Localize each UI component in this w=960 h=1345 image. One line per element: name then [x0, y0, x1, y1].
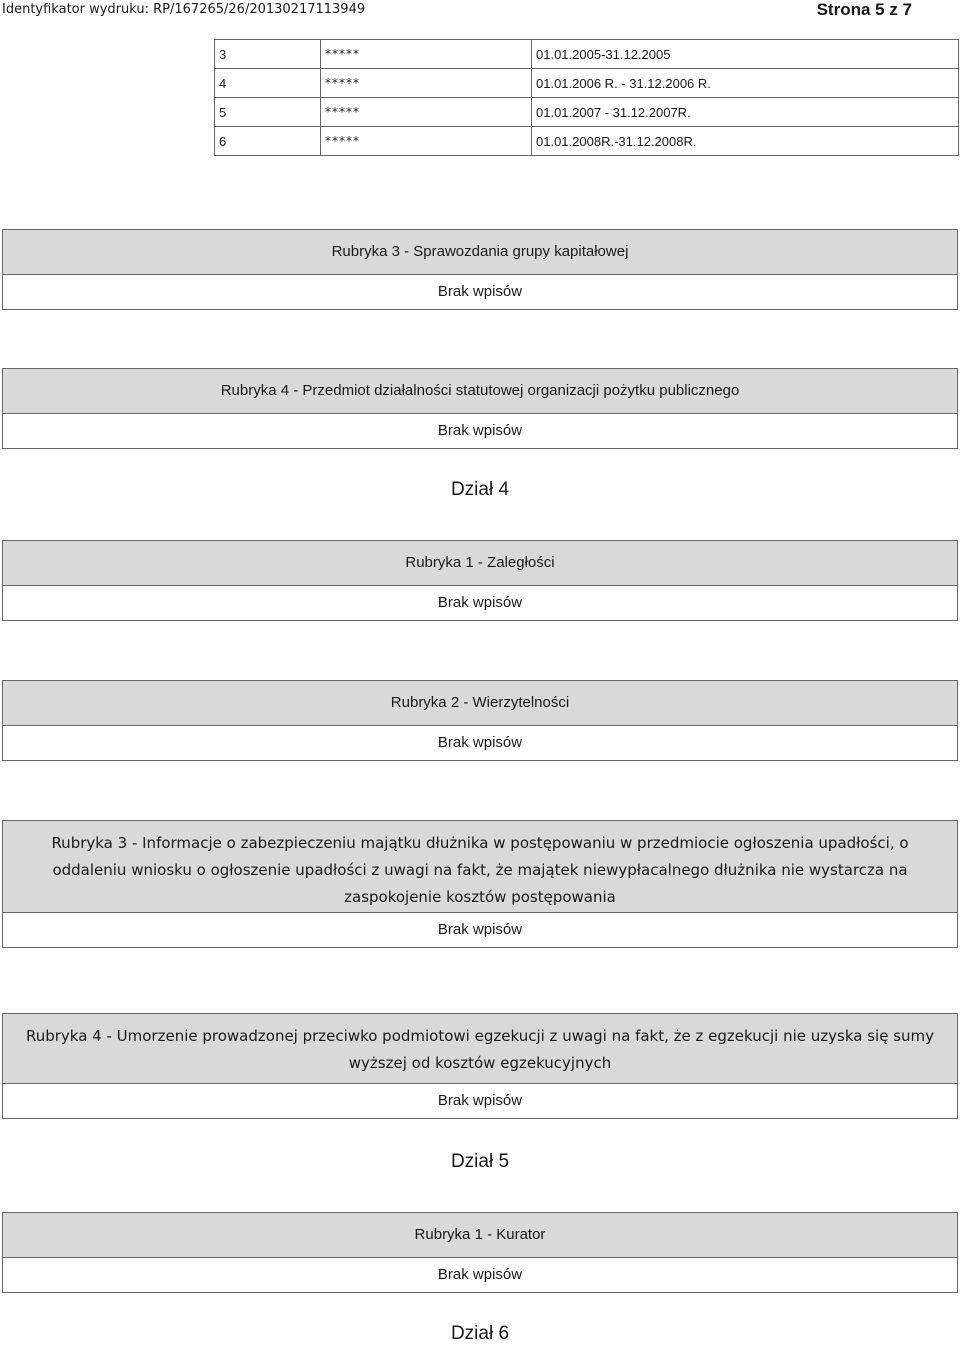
period-number: 3: [215, 40, 321, 69]
print-identifier: Identyfikator wydruku: RP/167265/26/20130217113949: [2, 2, 366, 17]
period-masked-value: *****: [321, 127, 532, 156]
section-body: Brak wpisów: [437, 734, 523, 751]
table-row: [215, 98, 959, 127]
period-range: 01.01.2007 - 31.12.2007R.: [532, 98, 959, 127]
section-rubryka-3-informacje: [2, 820, 958, 948]
table-row: [215, 40, 959, 69]
dzial-heading: Dział 5: [450, 1151, 510, 1172]
section-rubryka-3-sprawozdania: [2, 229, 958, 310]
period-number: 5: [215, 98, 321, 127]
section-rubryka-1-kurator: [2, 1212, 958, 1293]
section-body: Brak wpisów: [437, 1092, 523, 1109]
period-masked-value: *****: [321, 40, 532, 69]
table-row: [215, 69, 959, 98]
section-rubryka-2-wierzytelnosci: [2, 680, 958, 761]
table-row: [215, 127, 959, 156]
section-body: Brak wpisów: [437, 422, 523, 439]
period-range: 01.01.2008R.-31.12.2008R.: [532, 127, 959, 156]
period-masked-value: *****: [321, 98, 532, 127]
period-range: 01.01.2005-31.12.2005: [532, 40, 959, 69]
page-number: Strona 5 z 7: [816, 0, 912, 19]
section-title: Rubryka 3 - Informacje o zabezpieczeniu majątku dłużnika w postępowaniu w przedmiocie ogłoszenia upadłości, o oddaleniu wniosku o ogłoszenie upadłości z uwagi na fakt, że majątek niewypłacalnego dłużnika nie wystarcza na zaspokojenie kosztów postępowania: [3, 821, 957, 913]
section-rubryka-4-przedmiot: [2, 368, 958, 449]
section-body: Brak wpisów: [437, 283, 523, 300]
section-title: Rubryka 1 - Zaległości: [3, 541, 957, 586]
section-title: Rubryka 1 - Kurator: [3, 1213, 957, 1258]
dzial-heading: Dział 6: [450, 1323, 510, 1344]
section-title: Rubryka 4 - Umorzenie prowadzonej przeciwko podmiotowi egzekucji z uwagi na fakt, że z egzekucji nie uzyska się sumy wyższej od kosztów egzekucyjnych: [3, 1014, 957, 1084]
period-number: 6: [215, 127, 321, 156]
period-range: 01.01.2006 R. - 31.12.2006 R.: [532, 69, 959, 98]
section-rubryka-1-zaleglosci: [2, 540, 958, 621]
section-body: Brak wpisów: [437, 594, 523, 611]
dzial-heading: Dział 4: [450, 479, 510, 500]
section-rubryka-4-umorzenie: [2, 1013, 958, 1119]
section-title: Rubryka 3 - Sprawozdania grupy kapitałowej: [3, 230, 957, 275]
section-title: Rubryka 2 - Wierzytelności: [3, 681, 957, 726]
section-title: Rubryka 4 - Przedmiot działalności statutowej organizacji pożytku publicznego: [3, 369, 957, 414]
section-body: Brak wpisów: [437, 1266, 523, 1283]
reporting-periods-table: [214, 39, 959, 156]
period-number: 4: [215, 69, 321, 98]
period-masked-value: *****: [321, 69, 532, 98]
section-body: Brak wpisów: [437, 921, 523, 938]
